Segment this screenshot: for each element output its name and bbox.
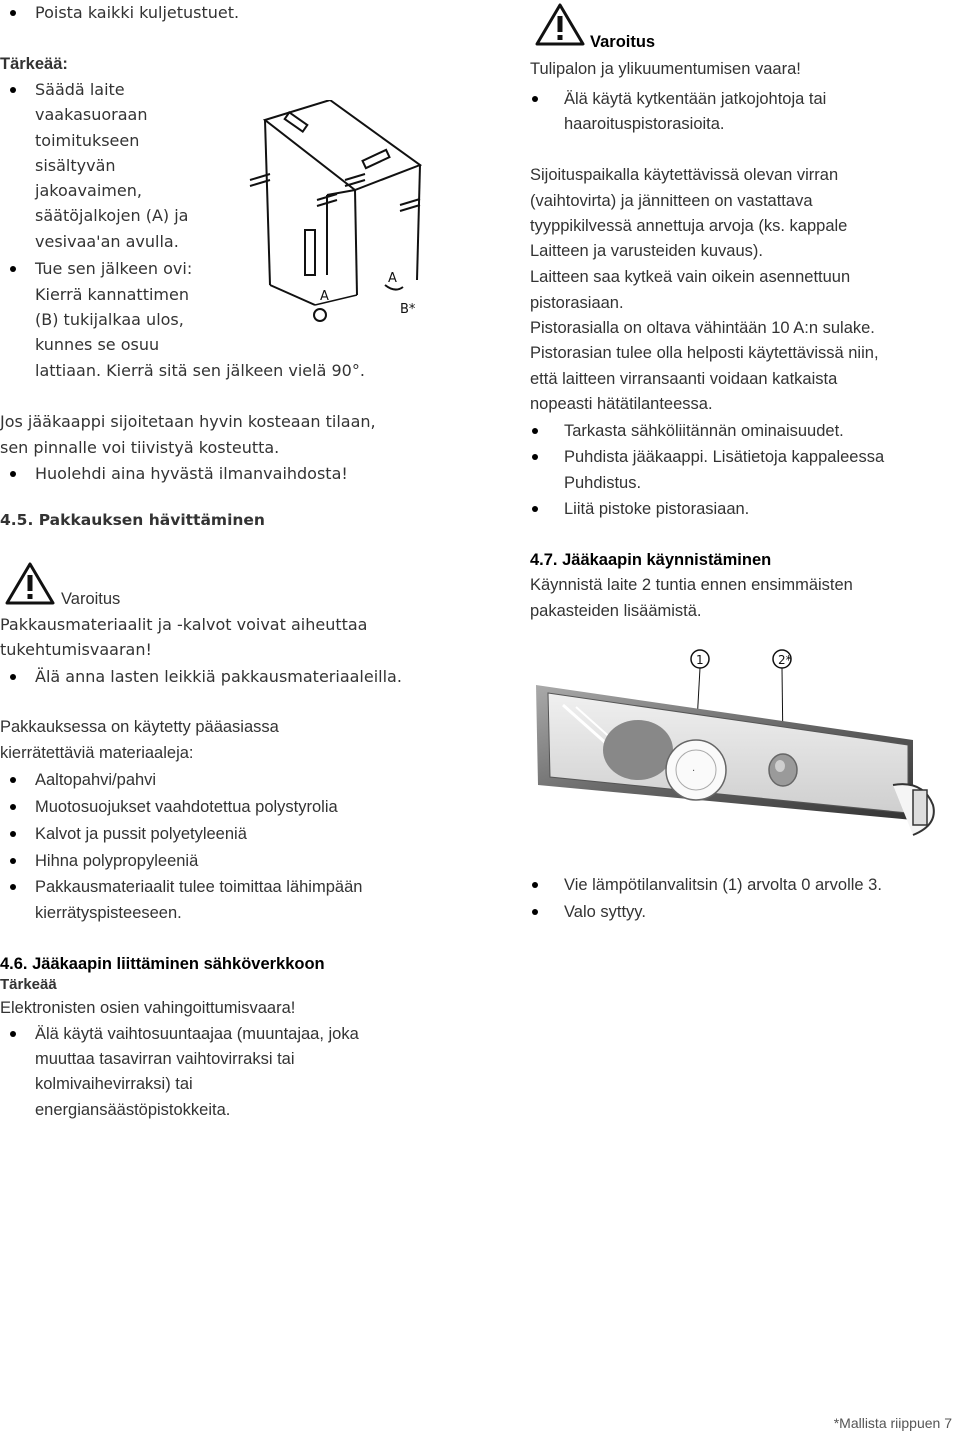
start-line: Käynnistä laite 2 tuntia ennen ensimmäisten	[530, 576, 853, 594]
bullet-dot	[532, 506, 538, 512]
bullet-dot	[10, 471, 16, 477]
bullet-dot	[10, 87, 16, 93]
packaging-warning-line: tukehtumisvaaran!	[0, 640, 152, 659]
level-line: vesivaa'an avulla.	[35, 232, 179, 251]
warning-triangle-icon	[534, 2, 586, 46]
bullet-dot	[10, 858, 16, 864]
recycle-item: Muotosuojukset vaahdotettua polystyrolia	[35, 798, 338, 816]
level-line: jakoavaimen,	[35, 181, 142, 200]
check-bullet: Tarkasta sähköliitännän ominaisuudet.	[564, 422, 844, 440]
inverter-line: muuttaa tasavirran vaihtovirraksi tai	[35, 1050, 295, 1068]
clean-line: Puhdistus.	[564, 474, 642, 492]
figure-label-a: A	[320, 289, 329, 304]
section-heading-4-6: 4.6. Jääkaapin liittäminen sähköverkkoon	[0, 955, 325, 973]
clean-line: Puhdista jääkaappi. Lisätietoja kappaleessa	[564, 448, 885, 466]
inverter-line: kolmivaihevirraksi) tai	[35, 1075, 193, 1093]
access-line: Pistorasian tulee olla helposti käytettävissä niin,	[530, 344, 879, 362]
children-bullet: Älä anna lasten leikkiä pakkausmateriaaleilla.	[35, 667, 402, 686]
door-line: kunnes se osuu	[35, 335, 160, 354]
access-line: että laitteen virransaanti voidaan katkaista	[530, 370, 838, 388]
bullet-dot	[10, 674, 16, 680]
intro-bullet: Poista kaikki kuljetustuet.	[35, 3, 240, 22]
recycle-intro-line: Pakkauksessa on käytetty pääasiassa	[0, 718, 279, 736]
bullet-dot	[532, 909, 538, 915]
light-bullet: Valo syttyy.	[564, 903, 646, 921]
door-line: Tue sen jälkeen ovi:	[35, 259, 193, 278]
supply-line: Sijoituspaikalla käytettävissä olevan virran	[530, 166, 839, 184]
access-line: nopeasti hätätilanteessa.	[530, 395, 713, 413]
humidity-line: sen pinnalle voi tiivistyä kosteutta.	[0, 438, 280, 457]
socket-line: Laitteen saa kytkeä vain oikein asennettuun	[530, 268, 851, 286]
bullet-dot	[10, 266, 16, 272]
door-line: (B) tukijalkaa ulos,	[35, 310, 184, 329]
supply-line: tyyppikilvessä annettuja arvoja (ks. kappale	[530, 217, 848, 235]
packaging-warning-line: Pakkausmateriaalit ja -kalvot voivat aiheuttaa	[0, 615, 368, 634]
recycle-item: Hihna polypropyleeniä	[35, 852, 199, 870]
recycle-intro-line: kierrätettäviä materiaaleja:	[0, 744, 194, 762]
ventilation-bullet: Huolehdi aina hyvästä ilmanvaihdosta!	[35, 464, 348, 483]
level-line: sisältyvän	[35, 156, 116, 175]
temp-bullet: Vie lämpötilanvalitsin (1) arvolta 0 arvolle 3.	[564, 876, 882, 894]
figure-label-b: B*	[400, 302, 416, 317]
socket-line: pistorasiaan.	[530, 294, 624, 312]
figure-label-a: A	[388, 271, 397, 286]
svg-text:·: ·	[692, 766, 696, 777]
bullet-dot	[532, 882, 538, 888]
fuse-line: Pistorasialla on oltava vähintään 10 A:n sulake.	[530, 319, 875, 337]
warning-triangle-icon	[4, 561, 56, 605]
callout-2: 2*	[778, 653, 792, 667]
inverter-line: Älä käytä vaihtosuuntaajaa (muuntajaa, joka	[35, 1025, 359, 1043]
warning-label: Varoitus	[61, 590, 121, 608]
bullet-dot	[532, 454, 538, 460]
level-line: vaakasuoraan	[35, 105, 148, 124]
electronics-warning: Elektronisten osien vahingoittumisvaara!	[0, 999, 296, 1017]
section-heading-4-7: 4.7. Jääkaapin käynnistäminen	[530, 551, 772, 569]
supply-line: (vaihtovirta) ja jännitteen on vastattava	[530, 192, 813, 210]
humidity-line: Jos jääkaappi sijoitetaan hyvin kosteaan tilaan,	[0, 412, 376, 431]
level-line: säätöjalkojen (A) ja	[35, 206, 189, 225]
level-line: Säädä laite	[35, 80, 125, 99]
fire-warning: Tulipalon ja ylikuumentumisen vaara!	[530, 60, 801, 78]
fridge-leveling-figure	[245, 100, 425, 325]
door-line: lattiaan. Kierrä sitä sen jälkeen vielä 90°.	[35, 361, 365, 380]
bullet-dot	[532, 96, 538, 102]
inverter-line: energiansäästöpistokkeita.	[35, 1101, 231, 1119]
bullet-dot	[10, 804, 16, 810]
important-label: Tärkeää	[0, 976, 57, 993]
bullet-dot	[10, 884, 16, 890]
plug-bullet: Liitä pistoke pistorasiaan.	[564, 500, 750, 518]
bullet-dot	[532, 428, 538, 434]
bullet-dot	[10, 1031, 16, 1037]
bullet-dot	[10, 10, 16, 16]
section-heading-4-5: 4.5. Pakkauksen hävittäminen	[0, 511, 265, 529]
bullet-dot	[10, 777, 16, 783]
extension-line: Älä käytä kytkentään jatkojohtoja tai	[564, 90, 827, 108]
recycle-last-line: kierrätyspisteeseen.	[35, 904, 182, 922]
recycle-last-line: Pakkausmateriaalit tulee toimittaa lähimpään	[35, 878, 363, 896]
level-line: toimitukseen	[35, 131, 140, 150]
recycle-item: Aaltopahvi/pahvi	[35, 771, 157, 789]
recycle-item: Kalvot ja pussit polyetyleeniä	[35, 825, 247, 843]
page-footer: *Mallista riippuen 7	[833, 1415, 952, 1431]
callout-1: 1	[696, 653, 704, 667]
door-line: Kierrä kannattimen	[35, 285, 189, 304]
extension-line: haaroituspistorasioita.	[564, 115, 725, 133]
bullet-dot	[10, 831, 16, 837]
warning-label: Varoitus	[590, 33, 656, 51]
control-panel-figure	[528, 645, 948, 870]
important-label: Tärkeää:	[0, 55, 68, 73]
supply-line: Laitteen ja varusteiden kuvaus).	[530, 242, 763, 260]
start-line: pakasteiden lisäämistä.	[530, 602, 702, 620]
